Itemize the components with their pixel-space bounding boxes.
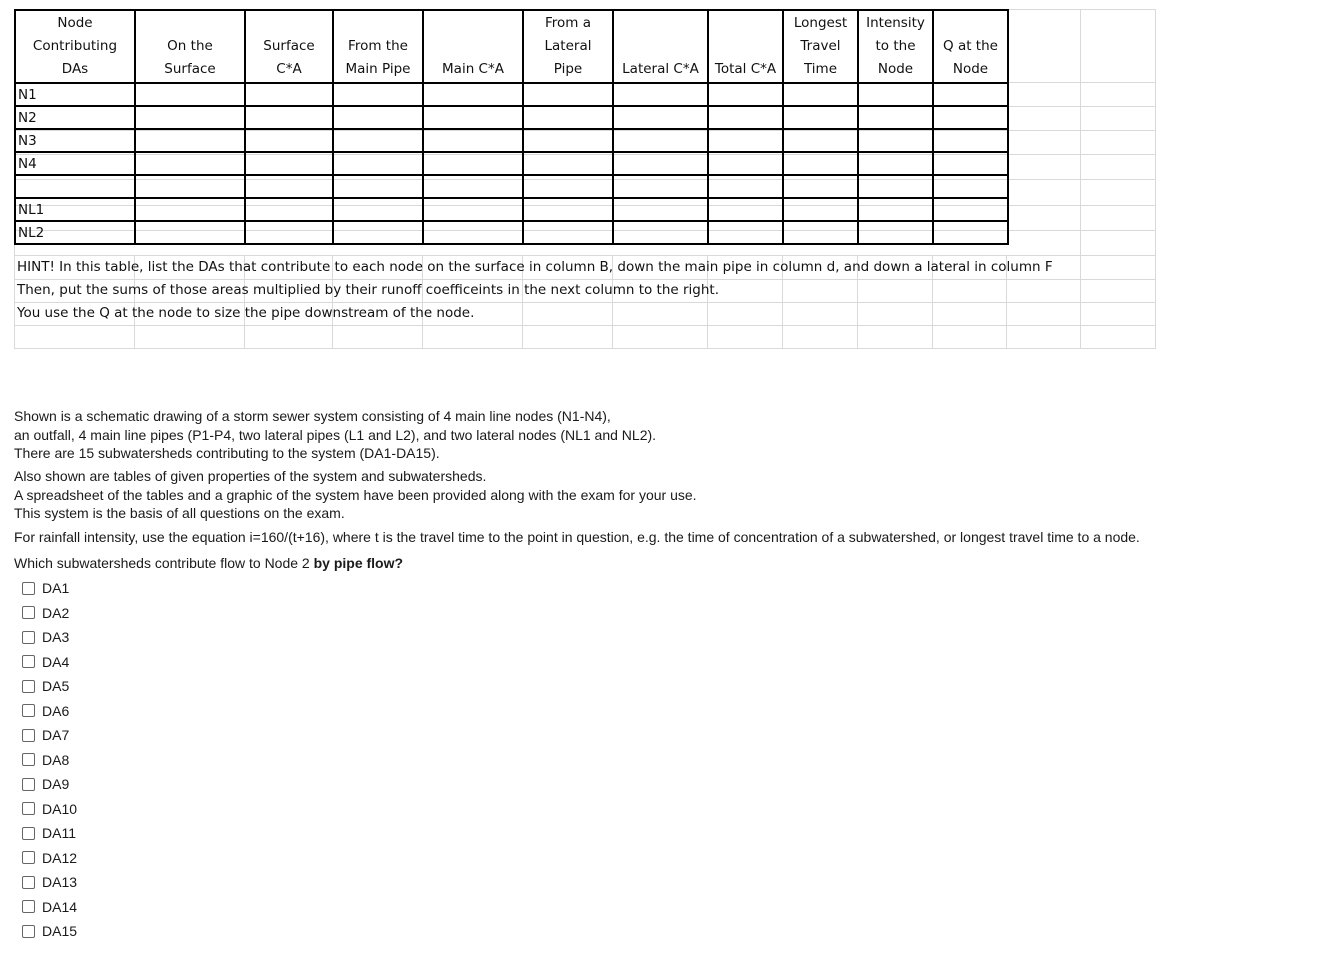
checkbox[interactable] xyxy=(22,606,35,619)
prompt-bold-text: by pipe flow? xyxy=(313,555,404,571)
header-cell: Lateral C*A xyxy=(613,10,708,83)
header-cell: From a Lateral Pipe xyxy=(523,10,613,83)
checkbox[interactable] xyxy=(22,680,35,693)
table-row xyxy=(15,129,1008,152)
checkbox[interactable] xyxy=(22,827,35,840)
option-da7[interactable]: DA7 xyxy=(22,723,77,748)
option-da5[interactable]: DA5 xyxy=(22,674,77,699)
checkbox[interactable] xyxy=(22,753,35,766)
checkbox[interactable] xyxy=(22,582,35,595)
table-row xyxy=(15,221,1008,244)
header-cell: Longest Travel Time xyxy=(783,10,858,83)
header-cell: Intensity to the Node xyxy=(858,10,933,83)
hint-text: Then, put the sums of those areas multiplied by their runoff coefficeints in the next column to the right. xyxy=(17,282,720,298)
row-label: NL2 xyxy=(15,221,135,244)
row-label xyxy=(15,175,135,198)
table-row xyxy=(15,106,1008,129)
question-text: an outfall, 4 main line pipes (P1-P4, two lateral pipes (L1 and L2), and two lateral nodes (NL1 and NL2). xyxy=(14,426,657,443)
table-header-row xyxy=(15,10,1008,83)
option-da2[interactable]: DA2 xyxy=(22,601,77,626)
table-row xyxy=(15,198,1008,221)
spreadsheet-image xyxy=(14,9,1156,349)
checkbox[interactable] xyxy=(22,925,35,938)
row-label: NL1 xyxy=(15,198,135,221)
option-da10[interactable]: DA10 xyxy=(22,797,77,822)
hint-text: You use the Q at the node to size the pipe downstream of the node. xyxy=(17,305,475,321)
question-intro xyxy=(14,407,656,463)
node-table xyxy=(14,9,1009,245)
row-label: N4 xyxy=(15,152,135,175)
checkbox[interactable] xyxy=(22,655,35,668)
option-da15[interactable]: DA15 xyxy=(22,919,77,944)
table-row xyxy=(15,152,1008,175)
table-row xyxy=(15,175,1008,198)
checkbox[interactable] xyxy=(22,900,35,913)
hint-text: HINT! In this table, list the DAs that contribute to each node on the surface in column B, down the main pipe in column d, and down a lateral in column F xyxy=(17,259,1053,275)
checkbox[interactable] xyxy=(22,729,35,742)
gridline xyxy=(14,325,1156,326)
checkbox[interactable] xyxy=(22,802,35,815)
option-da3[interactable]: DA3 xyxy=(22,625,77,650)
header-cell: Surface C*A xyxy=(245,10,333,83)
row-label: N1 xyxy=(15,83,135,106)
header-cell: On the Surface xyxy=(135,10,245,83)
question-prompt xyxy=(14,554,403,573)
option-da11[interactable]: DA11 xyxy=(22,821,77,846)
option-da13[interactable]: DA13 xyxy=(22,870,77,895)
question-also xyxy=(14,467,697,523)
option-da6[interactable]: DA6 xyxy=(22,699,77,724)
option-da4[interactable]: DA4 xyxy=(22,650,77,675)
gridline xyxy=(14,302,1156,303)
checkbox[interactable] xyxy=(22,631,35,644)
rainfall-text: For rainfall intensity, use the equation i=160/(t+16), where t is the travel time to the point in question, e.g. the time of concentration of a subwatershed, or longest travel time to a node. xyxy=(14,529,1140,545)
option-da8[interactable]: DA8 xyxy=(22,748,77,773)
header-cell: Total C*A xyxy=(708,10,783,83)
answer-options xyxy=(22,576,77,944)
question-text: Also shown are tables of given properties of the system and subwatersheds. xyxy=(14,468,487,484)
checkbox[interactable] xyxy=(22,704,35,717)
checkbox[interactable] xyxy=(22,851,35,864)
header-cell: Q at the Node xyxy=(933,10,1008,83)
option-da9[interactable]: DA9 xyxy=(22,772,77,797)
option-da1[interactable]: DA1 xyxy=(22,576,77,601)
question-text: A spreadsheet of the tables and a graphic of the system have been provided along with the exam for your use. xyxy=(14,486,697,503)
prompt-text: Which subwatersheds contribute flow to Node 2 xyxy=(14,555,314,571)
row-label: N3 xyxy=(15,129,135,152)
header-cell: From the Main Pipe xyxy=(333,10,423,83)
option-da12[interactable]: DA12 xyxy=(22,846,77,871)
header-cell: Node Contributing DAs xyxy=(15,10,135,83)
option-da14[interactable]: DA14 xyxy=(22,895,77,920)
gridline xyxy=(14,279,1156,280)
row-label: N2 xyxy=(15,106,135,129)
question-text: This system is the basis of all questions on the exam. xyxy=(14,505,345,521)
checkbox[interactable] xyxy=(22,778,35,791)
table-row xyxy=(15,83,1008,106)
header-cell: Main C*A xyxy=(423,10,523,83)
gridline xyxy=(14,348,1156,349)
question-text: Shown is a schematic drawing of a storm sewer system consisting of 4 main line nodes (N1-N4), xyxy=(14,408,611,424)
question-text: There are 15 subwatersheds contributing to the system (DA1-DA15). xyxy=(14,445,440,461)
checkbox[interactable] xyxy=(22,876,35,889)
gridline xyxy=(14,255,1156,256)
